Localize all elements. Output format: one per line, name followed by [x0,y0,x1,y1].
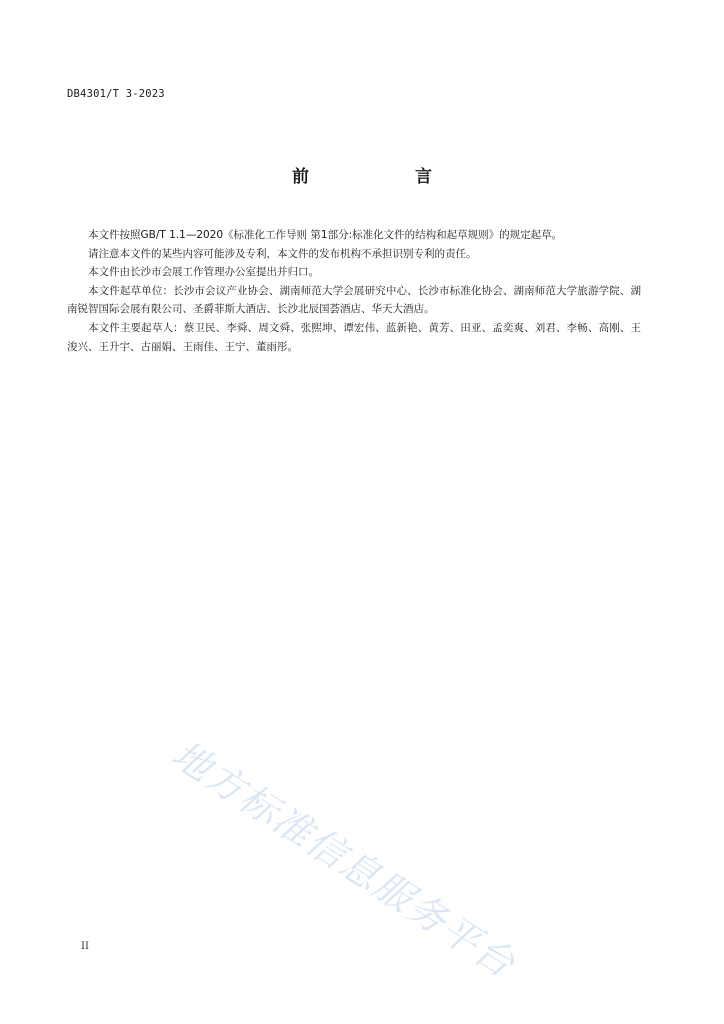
preface-body [67,226,641,356]
paragraph-proposer: 本文件由长沙市会展工作管理办公室提出并归口。 [88,266,319,279]
page-number: II [81,941,89,952]
watermark-text: 地方标准信息服务平台 [164,731,524,987]
paragraph-drafting-rules: 本文件按照GB/T 1.1—2020《标准化工作导则 第1部分:标准化文件的结构和起草规则》的规定起草。 [88,229,563,241]
section-title: 前 言 [292,167,456,187]
paragraph-drafting-units: 本文件起草单位：长沙市会议产业协会、湖南师范大学会展研究中心、长沙市标准化协会、湖南师范大学旅游学院、湖南锐智国际会展有限公司、圣爵菲斯大酒店、长沙北辰国荟酒店、华天大酒店。 [67,284,641,316]
paragraph-drafters: 本文件主要起草人：蔡卫民、李舜、周文舜、张熙坤、谭宏伟、蓝新艳、黄芳、田亚、孟奕爽、刘君、李畅、高刚、王浚兴、王升宇、古丽娟、王雨佳、王宁、董雨彤。 [67,321,641,353]
paragraph-patent-notice: 请注意本文件的某些内容可能涉及专利，本文件的发布机构不承担识别专利的责任。 [88,247,477,260]
document-code: DB4301/T 3-2023 [67,88,165,100]
